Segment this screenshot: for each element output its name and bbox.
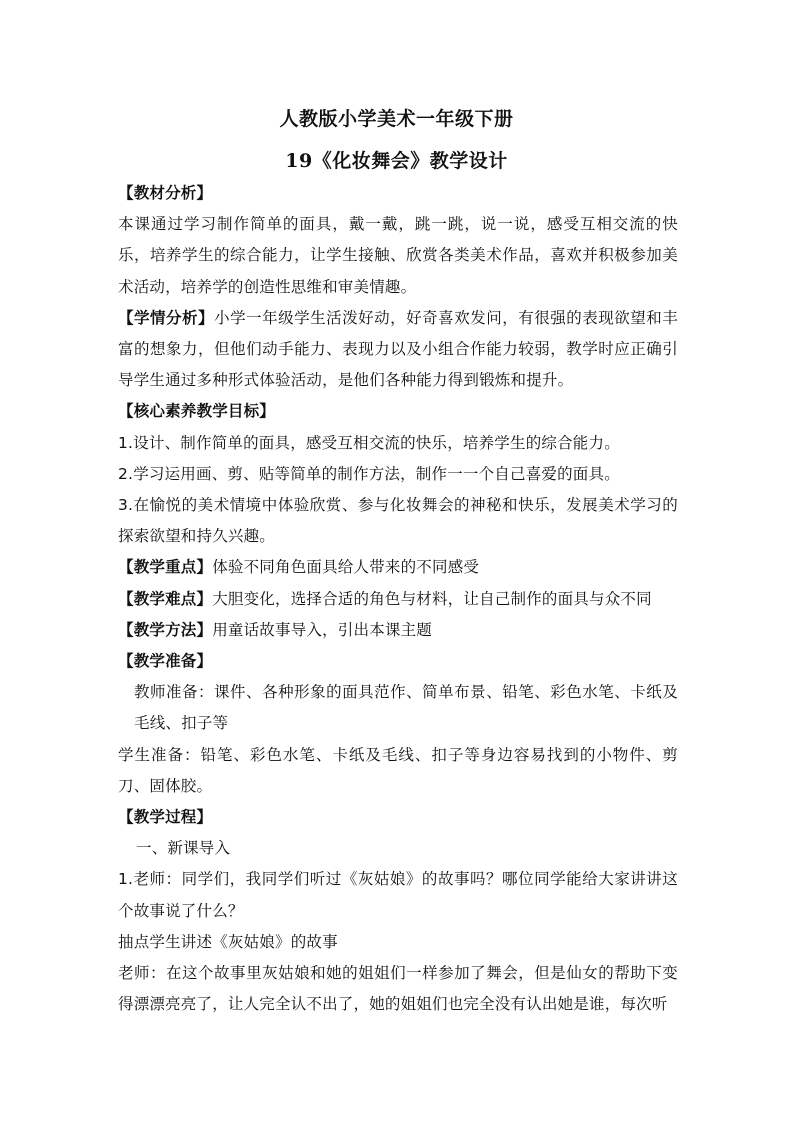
process-paragraph-2: 抽点学生讲述《灰姑娘》的故事 <box>118 932 338 951</box>
student-analysis-paragraph <box>118 303 678 397</box>
process-paragraph-1: 1.老师：同学们，我同学们听过《灰姑娘》的故事吗？哪位同学能给大家讲讲这个故事说了什么？ <box>118 870 678 920</box>
process-step-1: 一、新课导入 <box>136 839 231 858</box>
method-text: 用童话故事导入，引出本课主题 <box>212 620 433 639</box>
document-title: 人教版小学美术一年级下册 <box>279 108 514 130</box>
goal-item-2: 2.学习运用画、剪、贴等简单的制作方法，制作一一个自己喜爱的面具。 <box>118 464 620 483</box>
difficulty-paragraph <box>118 584 678 615</box>
section-heading-difficulty: 【教学难点】 <box>118 589 213 608</box>
lesson-title: 19《化妆舞会》教学设计 <box>285 150 508 172</box>
section-heading-prep: 【教学准备】 <box>118 652 213 671</box>
section-heading-method: 【教学方法】 <box>118 620 213 639</box>
key-point-text: 体验不同角色面具给人带来的不同感受 <box>212 558 480 577</box>
goal-item-3: 3.在愉悦的美术情境中体验欣赏、参与化妆舞会的神秘和快乐，发展美术学习的探索欲望和持久兴趣。 <box>118 496 678 546</box>
section-heading-goals: 【核心素养教学目标】 <box>118 402 276 421</box>
goal-item-1: 1.设计、制作简单的面具，感受互相交流的快乐，培养学生的综合能力。 <box>118 433 620 452</box>
key-point-paragraph <box>118 552 678 583</box>
document-body <box>118 178 678 1020</box>
section-heading-student: 【学情分析】 <box>118 308 215 327</box>
process-paragraph-3: 老师：在这个故事里灰姑娘和她的姐姐们一样参加了舞会，但是仙女的帮助下变得漂漂亮亮了，让人完全认不出了，她的姐姐们也完全没有认出她是谁，每次听 <box>118 964 678 1014</box>
student-analysis-text: 小学一年级学生活泼好动，好奇喜欢发问，有很强的表现欲望和丰富的想象力，但他们动手能力、表现力以及小组合作能力较弱，教学时应正确引导学生通过多种形式体验活动，是他们各种能力得到锻炼和提升。 <box>118 308 678 390</box>
difficulty-text: 大胆变化，选择合适的角色与材料，让自己制作的面具与众不同 <box>212 589 652 608</box>
teacher-prep-text: 教师准备：课件、各种形象的面具范作、简单布景、铅笔、彩色水笔、卡纸及毛线、扣子等 <box>134 683 678 733</box>
method-paragraph <box>118 615 678 646</box>
student-prep-text: 学生准备：铅笔、彩色水笔、卡纸及毛线、扣子等身边容易找到的小物件、剪刀、固体胶。 <box>118 745 678 795</box>
section-heading-process: 【教学过程】 <box>118 808 213 827</box>
section-heading-key: 【教学重点】 <box>118 558 213 577</box>
section-heading-textbook: 【教材分析】 <box>118 184 213 202</box>
textbook-analysis-text: 本课通过学习制作简单的面具，戴一戴，跳一跳，说一说，感受互相交流的快乐，培养学生的综合能力，让学生接触、欣赏各类美术作品，喜欢并积极参加美术活动，培养学的创造性思维和审美情趣。 <box>118 215 678 296</box>
